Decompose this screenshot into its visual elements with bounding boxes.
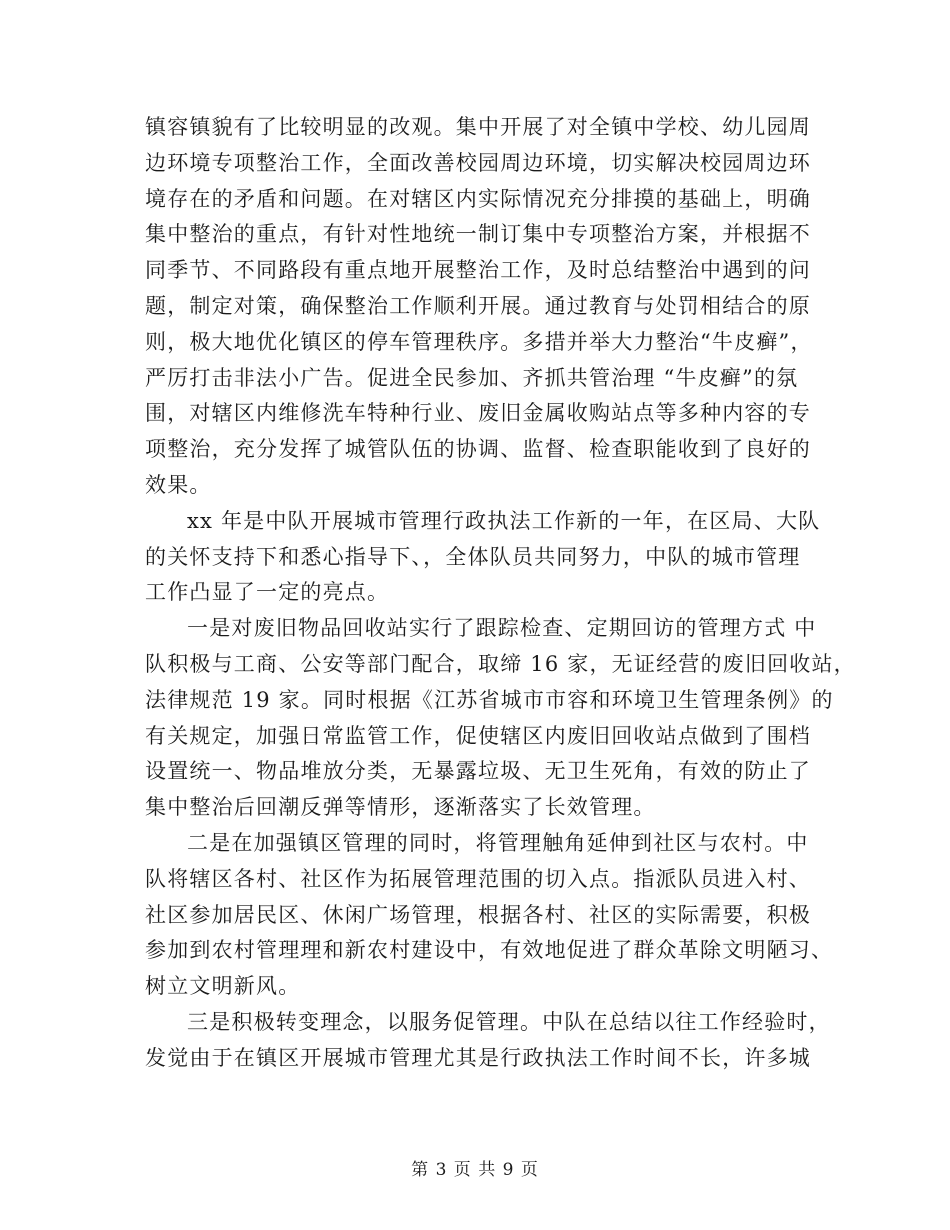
text-line: 一是对废旧物品回收站实行了跟踪检查、定期回访的管理方式 中 <box>187 616 817 641</box>
text-line: 同季节、不同路段有重点地开展整治工作，及时总结整治中遇到的问 <box>145 258 811 283</box>
text-line: 的关怀支持下和悉心指导下、，全体队员共同努力，中队的城市管理 <box>145 544 801 569</box>
text-line: 法律规范 19 家。同时根据《江苏省城市市容和环境卫生管理条例》的 <box>145 687 834 712</box>
text-line: 项整治，充分发挥了城管队伍的协调、监督、检查职能收到了良好的 <box>145 437 811 462</box>
text-line: 设置统一、物品堆放分类，无暴露垃圾、无卫生死角，有效的防止了 <box>145 759 811 784</box>
text-line: 集中整治的重点，有针对性地统一制订集中专项整治方案，并根据不 <box>145 222 811 247</box>
text-line: 三是积极转变理念，以服务促管理。中队在总结以往工作经验时， <box>187 1009 831 1034</box>
text-line: 效果。 <box>145 472 212 497</box>
paragraph <box>145 1005 831 1077</box>
paragraph <box>145 110 813 504</box>
page-footer: 第 3 页 共 9 页 <box>411 1160 539 1180</box>
text-line: 则，极大地优化镇区的停车管理秩序。多措并举大力整治“牛皮癣”， <box>145 329 813 354</box>
text-line: 有关规定，加强日常监管工作，促使辖区内废旧回收站点做到了围档 <box>145 723 811 748</box>
text-line: 队将辖区各村、社区作为拓展管理范围的切入点。指派队员进入村、 <box>145 866 811 891</box>
text-line: 社区参加居民区、休闲广场管理，根据各村、社区的实际需要，积极 <box>145 902 811 927</box>
text-line: 严厉打击非法小广告。促进全民参加、齐抓共管治理 “牛皮癣”的氛 <box>145 365 799 390</box>
text-line: 工作凸显了一定的亮点。 <box>145 580 390 605</box>
text-line: 集中整治后回潮反弹等情形，逐渐落实了长效管理。 <box>145 795 656 820</box>
document-body <box>145 110 856 1077</box>
text-line: 二是在加强镇区管理的同时，将管理触角延伸到社区与农村。中 <box>187 830 809 855</box>
paragraph <box>145 611 856 826</box>
text-line: 参加到农村管理理和新农村建设中，有效地促进了群众革除文明陋习、 <box>145 938 834 963</box>
text-line: 树立文明新风。 <box>145 974 301 999</box>
text-line: 题，制定对策，确保整治工作顺利开展。通过教育与处罚相结合的原 <box>145 293 811 318</box>
text-line: 队积极与工商、公安等部门配合，取缔 16 家，无证经营的废旧回收站， <box>145 651 856 676</box>
paragraph <box>145 826 834 1005</box>
text-line: xx 年是中队开展城市管理行政执法工作新的一年，在区局、大队 <box>187 508 821 533</box>
text-line: 围，对辖区内维修洗车特种行业、废旧金属收购站点等多种内容的专 <box>145 401 811 426</box>
text-line: 境存在的矛盾和问题。在对辖区内实际情况充分排摸的基础上，明确 <box>145 186 811 211</box>
paragraph <box>145 504 821 611</box>
text-line: 发觉由于在镇区开展城市管理尤其是行政执法工作时间不长，许多城 <box>145 1045 811 1070</box>
text-line: 边环境专项整治工作，全面改善校园周边环境，切实解决校园周边环 <box>145 150 811 175</box>
text-line: 镇容镇貌有了比较明显的改观。集中开展了对全镇中学校、幼儿园周 <box>145 115 811 139</box>
